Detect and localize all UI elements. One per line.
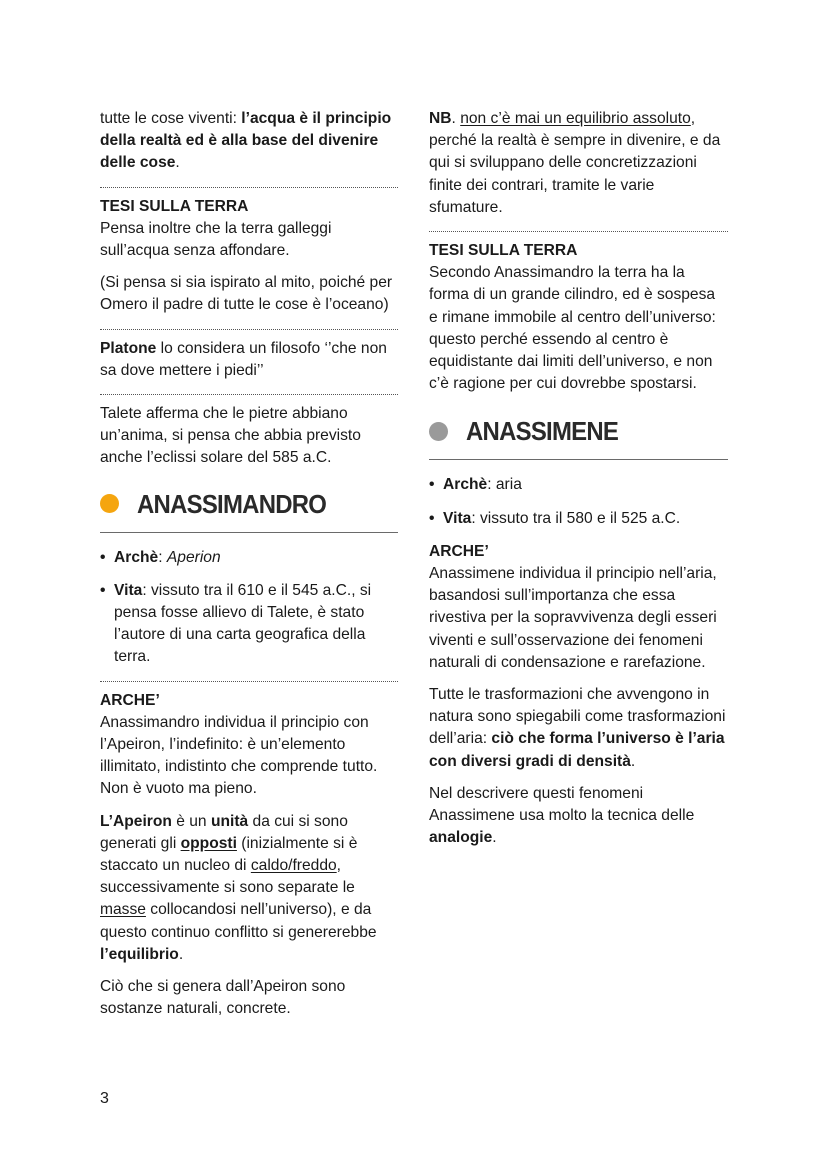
descrivere-paragraph <box>429 783 728 850</box>
dotted-divider <box>100 394 398 395</box>
unita-bold: unità <box>210 812 249 830</box>
dotted-divider <box>100 681 398 682</box>
section-title: ANASSIMENE <box>466 416 619 447</box>
descr-text: Nel descrivere questi fenomeni Anassimene usa molto la tecnica delle <box>429 784 695 825</box>
apeiron-paragraph <box>100 811 398 966</box>
platone-bold: Platone <box>100 339 157 357</box>
tesi-terra-paragraph: Secondo Anassimandro la terra ha la forma di un grande cilindro, ed è sospesa e rimane immobile al centro dell’universo: questo perché essendo al centro è equidistante dai limiti dell’universo, e non c’è ragione per cui dovrebbe spostarsi. <box>429 264 716 393</box>
arche-separator: : <box>158 548 167 566</box>
intro-bold: l’acqua è il principio della realtà ed è alla base del divenire delle cose <box>100 110 392 172</box>
dotted-divider <box>429 231 728 232</box>
section-header-anassimandro <box>100 484 398 524</box>
orange-circle-icon <box>100 494 119 513</box>
arche-value: Aperion <box>166 548 221 566</box>
dotted-divider <box>100 187 398 188</box>
dotted-divider <box>100 329 398 330</box>
left-column <box>100 108 398 1021</box>
intro-text: tutte le cose viventi: <box>100 110 242 127</box>
nb-text: . <box>451 110 461 127</box>
section-header-anassimene <box>429 411 728 451</box>
opposti-bold-underlined: opposti <box>180 834 237 852</box>
tesi-terra-paragraph-2: (Si pensa si sia ispirato al mito, poiché per Omero il padre di tutte le cose è l’oceano) <box>100 274 393 314</box>
tesi-terra-paragraph-1: Pensa inoltre che la terra galleggi sull’acqua senza affondare. <box>100 219 332 260</box>
platone-text: lo considera un filosofo ‘’che non sa dove mettere i piedi’’ <box>100 339 387 379</box>
page-number: 3 <box>100 1090 109 1107</box>
arche-paragraph: Anassimandro individua il principio con l’Apeiron, l’indefinito: è un’elemento illimitato, indistinto che comprende tutto. Non è vuoto ma pieno. <box>100 713 378 798</box>
vita-value: : vissuto tra il 610 e il 545 a.C., si pensa fosse allievo di Talete, è stato l’autore di una carta geografica della terra. <box>114 581 372 666</box>
tesi-terra-heading: TESI SULLA TERRA <box>429 242 578 260</box>
trasf-text: Tutte le trasformazioni che avvengono in natura sono spiegabili come trasformazioni dell’aria: <box>429 686 726 748</box>
arche-label: Archè <box>114 548 159 566</box>
nb-bold: NB <box>429 110 452 127</box>
anassimene-bullet-list <box>429 474 728 529</box>
bullet-arche <box>429 474 728 496</box>
arche-heading: ARCHE’ <box>429 542 489 560</box>
section-rule <box>429 459 728 460</box>
trasf-period: . <box>630 752 636 770</box>
section-rule <box>100 532 398 533</box>
analogie-bold: analogie <box>429 829 493 847</box>
bullet-arche <box>100 547 398 569</box>
trasformazioni-paragraph <box>429 684 728 773</box>
trasf-bold: ciò che forma l’universo è l’aria con diversi gradi di densità <box>429 730 725 770</box>
arche-paragraph: Anassimene individua il principio nell’aria, basandosi sull’importanza che essa rivestiva per la sopravvivenza degli esseri viventi e sull’osservazione dei fenomeni naturali di condensazione e rarefazione. <box>429 565 717 671</box>
masse-underlined: masse <box>100 901 146 919</box>
apeiron-bold: L’Apeiron <box>100 812 172 830</box>
vita-label: Vita <box>114 581 143 599</box>
bullet-vita <box>429 508 728 530</box>
apeiron-text: , successivamente si sono separate le <box>100 857 355 897</box>
apeiron-text: (inizialmente si è staccato un nucleo di <box>100 834 358 875</box>
nb-underlined: non c’è mai un equilibrio assoluto <box>460 110 691 127</box>
anassimandro-bullet-list <box>100 547 398 669</box>
arche-heading: ARCHE’ <box>100 691 160 709</box>
intro-period: . <box>175 154 180 172</box>
arche-value: : aria <box>487 476 522 494</box>
apeiron-text: . <box>178 945 184 963</box>
gray-circle-icon <box>429 422 448 441</box>
intro-paragraph <box>100 108 398 175</box>
section-title: ANASSIMANDRO <box>137 488 327 519</box>
apeiron-text: collocandosi nell’universo), e da questo continuo conflitto si genererebbe <box>100 901 377 941</box>
caldo-freddo-underlined: caldo/freddo <box>250 857 337 875</box>
platone-paragraph <box>100 338 398 382</box>
arche-label: Archè <box>443 476 488 494</box>
vita-label: Vita <box>443 509 472 527</box>
nb-paragraph <box>429 108 728 219</box>
tesi-terra-heading: TESI SULLA TERRA <box>100 197 249 215</box>
bullet-vita <box>100 580 398 669</box>
apeiron-text: è un <box>171 812 211 830</box>
vita-value: : vissuto tra il 580 e il 525 a.C. <box>471 509 681 527</box>
cio-paragraph: Ciò che si genera dall’Apeiron sono sostanze naturali, concrete. <box>100 978 346 1018</box>
apeiron-text: da cui si sono generati gli <box>100 812 348 852</box>
talete-paragraph: Talete afferma che le pietre abbiano un’anima, si pensa che abbia previsto anche l’eclissi solare del 585 a.C. <box>100 405 361 467</box>
right-column <box>429 108 728 849</box>
descr-period: . <box>492 829 497 847</box>
equilibrio-bold: l’equilibrio <box>100 945 179 963</box>
nb-text: , perché la realtà è sempre in divenire, e da qui si sviluppano delle concretizzazioni finite dei contrari, tramite le varie sfumature. <box>429 110 721 216</box>
